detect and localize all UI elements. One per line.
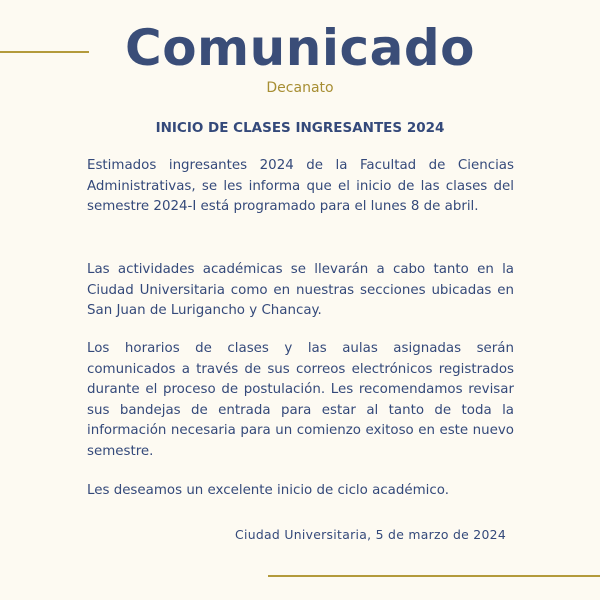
paragraph-locations: Las actividades académicas se llevarán a cabo tanto en la Ciudad Universitaria como en nuestras secciones ubicadas en San Juan de Lurigancho y Chancay.: [87, 262, 514, 318]
page-subtitle: Decanato: [266, 80, 334, 96]
paragraph-closing: Les deseamos un excelente inicio de ciclo académico.: [87, 483, 449, 498]
paragraph-intro: Estimados ingresantes 2024 de la Facultad de Ciencias Administrativas, se les informa que el inicio de las clases del semestre 2024-I está programado para el lunes 8 de abril.: [87, 158, 514, 214]
place-and-date: Ciudad Universitaria, 5 de marzo de 2024: [235, 527, 506, 542]
decorative-rule-bottom: [268, 575, 600, 577]
announcement-heading: INICIO DE CLASES INGRESANTES 2024: [155, 120, 445, 136]
page-title: Comunicado: [125, 19, 475, 77]
paragraph-schedules: Los horarios de clases y las aulas asignadas serán comunicados a través de sus correos electrónicos registrados durante el proceso de postulación. Les recomendamos revisar sus bandejas de entrada para estar al tanto de toda la información necesaria para un comienzo exitoso en este nuevo semestre.: [87, 341, 514, 459]
